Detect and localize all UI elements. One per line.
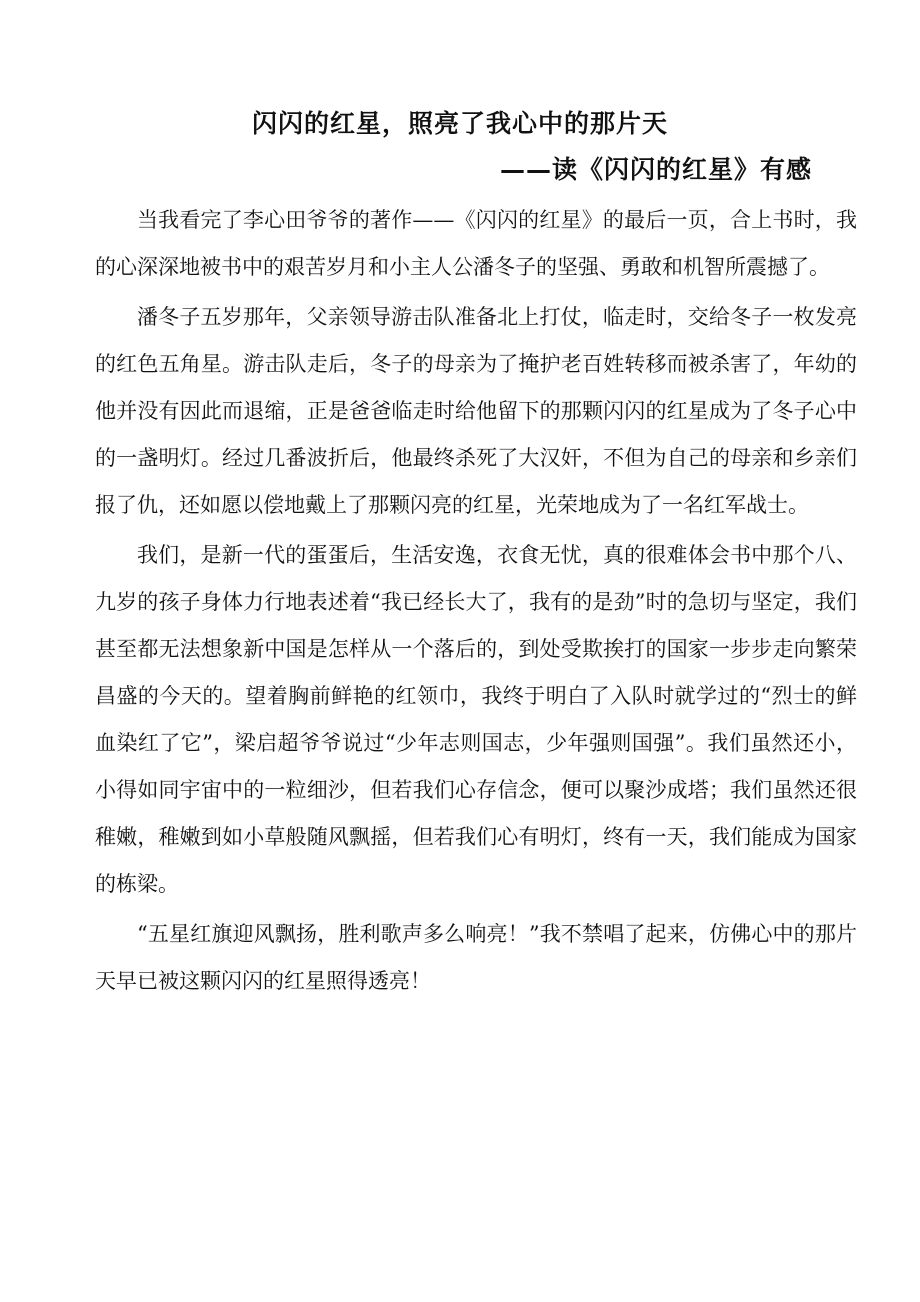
paragraph-2: 潘冬子五岁那年，父亲领导游击队准备北上打仗，临走时，交给冬子一枚发亮的红色五角星。游击队走后，冬子的母亲为了掩护老百姓转移而被杀害了，年幼的他并没有因此而退缩，正是爸爸临走时给他留下的那颗闪闪的红星成为了冬子心中的一盏明灯。经过几番波折后，他最终杀死了大汉奸，不但为自己的母亲和乡亲们报了仇，还如愿以偿地戴上了那颗闪亮的红星，光荣地成为了一名红军战士。 (95, 305, 857, 517)
essay-body (95, 197, 857, 1008)
essay-title: 闪闪的红星，照亮了我心中的那片天 (251, 109, 668, 138)
essay-subtitle: ——读《闪闪的红星》有感 (500, 155, 813, 184)
paragraph-4: “五星红旗迎风飘扬，胜利歌声多么响亮！”我不禁唱了起来，仿佛心中的那片天早已被这颗闪闪的红星照得透亮！ (95, 922, 857, 993)
paragraph-3: 我们，是新一代的蛋蛋后，生活安逸，衣食无忧，真的很难体会书中那个八、九岁的孩子身体力行地表述着“我已经长大了，我有的是劲”时的急切与坚定，我们甚至都无法想象新中国是怎样从一个落后的，到处受欺挨打的国家一步步走向繁荣昌盛的今天的。望着胸前鲜艳的红领巾，我终于明白了入队时就学过的“烈士的鲜血染红了它”，梁启超爷爷说过“少年志则国志，少年强则国强”。我们虽然还小，小得如同宇宙中的一粒细沙，但若我们心存信念，便可以聚沙成塔；我们虽然还很稚嫩，稚嫩到如小草般随风飘摇，但若我们心有明灯，终有一天，我们能成为国家的栋梁。 (95, 543, 857, 896)
paragraph-1: 当我看完了李心田爷爷的著作——《闪闪的红星》的最后一页，合上书时，我的心深深地被书中的艰苦岁月和小主人公潘冬子的坚强、勇敢和机智所震撼了。 (95, 208, 857, 279)
